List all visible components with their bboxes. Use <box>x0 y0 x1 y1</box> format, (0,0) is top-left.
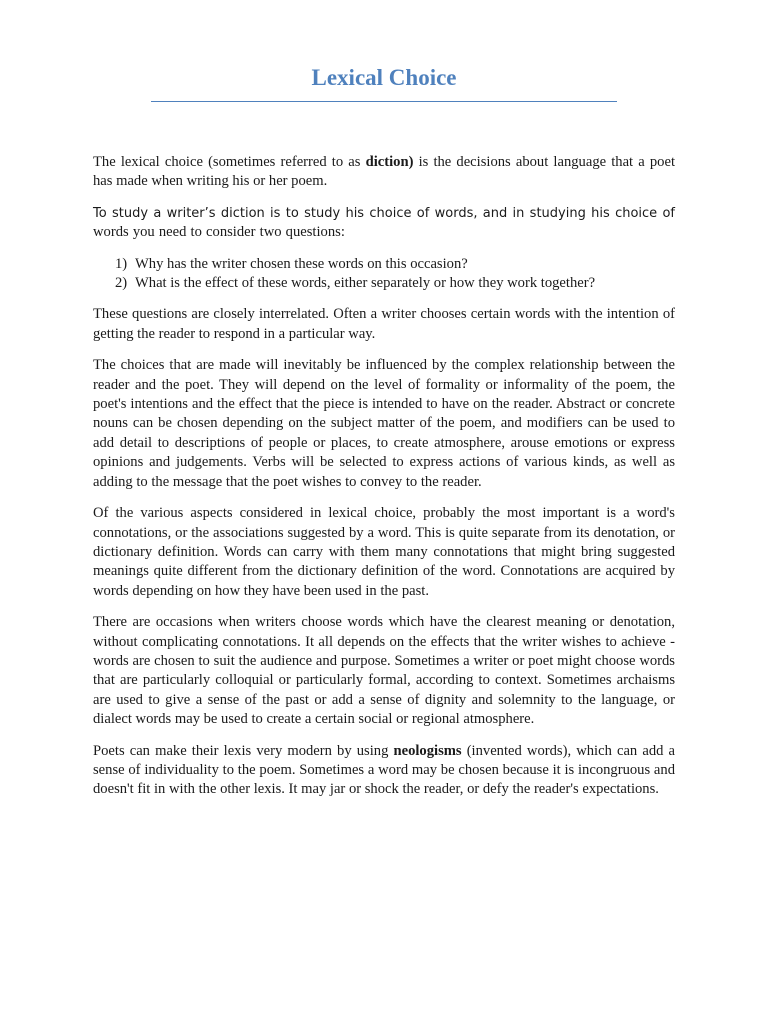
list-item-number: 1) <box>115 255 128 272</box>
paragraph-intro <box>93 153 675 192</box>
paragraph-intro-start: The lexical choice (sometimes referred to as <box>93 154 366 170</box>
list-item-text: Why has the writer chosen these words on this occasion? <box>135 255 468 272</box>
paragraph-connotations: Of the various aspects considered in lexical choice, probably the most important is a word's connotations, or the associations suggested by a word. This is quite separate from its denotation, or dictionary definition. Words can carry with them many connotations that might bring suggested meanings quite different from the dictionary definition of the word. Connotations are acquired by words depending on how they have been used in the past. <box>93 505 675 599</box>
page-title: Lexical Choice <box>311 65 457 90</box>
list-item <box>115 274 675 293</box>
title-underline <box>151 101 617 102</box>
document-body <box>93 153 675 812</box>
list-item-text: What is the effect of these words, either separately or how they work together? <box>135 275 596 292</box>
paragraph-neologisms <box>93 742 675 800</box>
paragraph-intro-end: is the decisions about language that a poet has made when writing his or her poem. <box>93 154 675 190</box>
paragraph-neologisms-start: Poets can make their lexis very modern by using <box>93 742 394 759</box>
paragraph-choices: The choices that are made will inevitably be influenced by the complex relationship between the reader and the poet. They will depend on the level of formality or informality of the poem, the poet's intentions and the effect that the piece is intended to have on the reader. Abstract or concrete nouns can be chosen depending on the subject matter of the poem, and modifiers can be used to add detail to descriptions of people or places, to create atmosphere, arouse emotions or express opinions and judgements. Verbs will be selected to express actions of various kinds, as well as adding to the message that the poet wishes to convey to the reader. <box>93 357 675 490</box>
paragraph-interrelated: These questions are closely interrelated. Often a writer chooses certain words with the intention of getting the reader to respond in a particular way. <box>93 306 675 342</box>
list-item-number: 2) <box>115 275 128 292</box>
term-diction: diction) <box>365 154 414 170</box>
term-neologisms: neologisms <box>393 742 462 759</box>
paragraph-study-diction-line1: To study a writer’s diction is to study his choice of words, and in studying his choice of <box>93 205 675 221</box>
paragraph-neologisms-end: (invented words), which can add a sense of individuality to the poem. Sometimes a word may be chosen because it is incongruous and doesn't fit in with the other lexis. It may jar or shock the reader, or defy the reader's expectations. <box>93 742 675 798</box>
paragraph-study-diction <box>93 204 675 243</box>
questions-list <box>93 255 675 294</box>
paragraph-denotation: There are occasions when writers choose words which have the clearest meaning or denotation, without complicating connotations. It all depends on the effects that the writer wishes to achieve - words are chosen to suit the audience and purpose. Sometimes a writer or poet might choose words that are particularly colloquial or particularly formal, according to context. Sometimes archaisms are used to give a sense of the past or add a sense of dignity and solemnity to the language, or dialect words may be used to create a certain social or regional atmosphere. <box>93 614 675 728</box>
list-item <box>115 255 675 274</box>
paragraph-study-diction-line2: words you need to consider two questions: <box>93 224 345 241</box>
